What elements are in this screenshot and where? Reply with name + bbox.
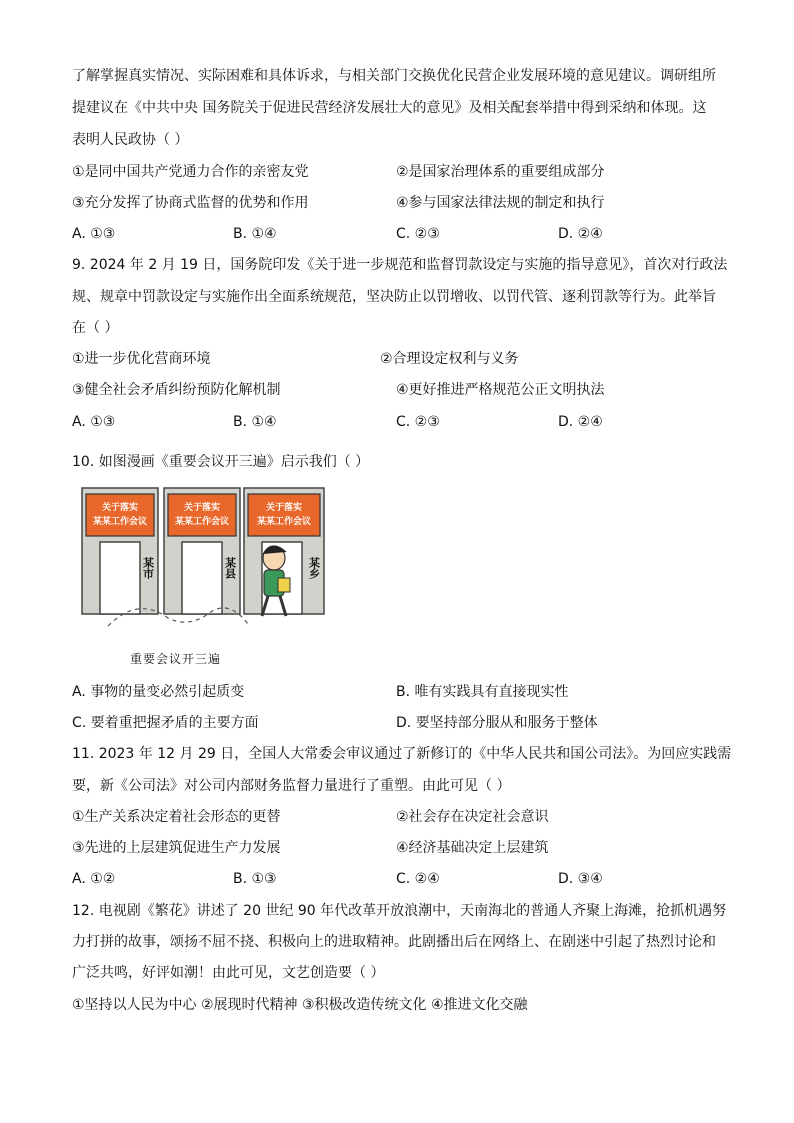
q11-choice-a: A. ①②	[72, 871, 116, 887]
door-label-township: 某乡	[307, 557, 321, 579]
q8-statement-2: ②是国家治理体系的重要组成部分	[396, 164, 605, 180]
q8-stem-line-3: 表明人民政协（ ）	[72, 132, 189, 148]
q12-stem-line-1: 12. 电视剧《繁花》讲述了 20 世纪 90 年代改革开放浪潮中，天南海北的普通人齐聚上海滩，抢抓机遇努	[72, 903, 727, 919]
q11-choice-c: C. ②④	[396, 871, 440, 887]
q9-choice-c: C. ②③	[396, 414, 440, 430]
q9-stem-line-1: 9. 2024 年 2 月 19 日，国务院印发《关于进一步规范和监督罚款设定与实施的指导意见》，首次对行政法	[72, 257, 728, 273]
q10-choice-a: A. 事物的量变必然引起质变	[72, 684, 245, 700]
q11-choice-b: B. ①③	[233, 871, 277, 887]
door-city	[82, 488, 158, 614]
q9-statement-4: ④更好推进严格规范公正文明执法	[396, 382, 605, 398]
banner-text-1: 关于落实	[183, 503, 221, 513]
q9-stem-line-3: 在（ ）	[72, 320, 119, 336]
q8-stem-line-1: 了解掌握真实情况、实际困难和具体诉求，与相关部门交换优化民营企业发展环境的意见建议。调研组所	[72, 68, 716, 84]
q11-statement-4: ④经济基础决定上层建筑	[396, 840, 549, 856]
q9-choice-a: A. ①③	[72, 414, 116, 430]
q9-choice-d: D. ②④	[558, 414, 603, 430]
cartoon-caption: 重要会议开三遍	[130, 652, 222, 666]
q11-statement-2: ②社会存在决定社会意识	[396, 809, 549, 825]
q12-stem-line-3: 广泛共鸣，好评如潮！由此可见，文艺创造要（ ）	[72, 965, 385, 981]
q8-choice-d: D. ②④	[558, 226, 603, 242]
meeting-cartoon	[78, 486, 340, 634]
q10-stem: 10. 如图漫画《重要会议开三遍》启示我们（ ）	[72, 454, 370, 470]
q11-choice-d: D. ③④	[558, 871, 603, 887]
q8-statement-3: ③充分发挥了协商式监督的优势和作用	[72, 195, 309, 211]
banner-text-2: 某某工作会议	[256, 517, 312, 527]
door-label-county: 某县	[223, 557, 237, 579]
q11-stem-line-2: 要，新《公司法》对公司内部财务监督力量进行了重塑。由此可见（ ）	[72, 778, 511, 794]
q9-statement-1: ①进一步优化营商环境	[72, 351, 211, 367]
q8-choice-b: B. ①④	[233, 226, 277, 242]
q11-statement-3: ③先进的上层建筑促进生产力发展	[72, 840, 281, 856]
door-label-city: 某市	[141, 557, 155, 579]
banner-text-1: 关于落实	[265, 503, 303, 513]
q9-statement-3: ③健全社会矛盾纠纷预防化解机制	[72, 382, 281, 398]
banner-text-2: 某某工作会议	[92, 517, 148, 527]
door-county	[164, 488, 240, 614]
q8-statement-1: ①是同中国共产党通力合作的亲密友党	[72, 164, 309, 180]
q12-stem-line-2: 力打拼的故事，颂扬不屈不挠、积极向上的进取精神。此剧播出后在网络上、在剧迷中引起了热烈讨论和	[72, 934, 716, 950]
q10-choice-b: B. 唯有实践具有直接现实性	[396, 684, 569, 700]
q9-choice-b: B. ①④	[233, 414, 277, 430]
q11-statement-1: ①生产关系决定着社会形态的更替	[72, 809, 281, 825]
q10-choice-c: C. 要着重把握矛盾的主要方面	[72, 715, 259, 731]
q8-choice-a: A. ①③	[72, 226, 116, 242]
q9-statement-2: ②合理设定权利与义务	[380, 351, 519, 367]
q12-statements: ①坚持以人民为中心 ②展现时代精神 ③积极改造传统文化 ④推进文化交融	[72, 997, 528, 1013]
banner-text-2: 某某工作会议	[174, 517, 230, 527]
banner-text-1: 关于落实	[101, 503, 139, 513]
q11-stem-line-1: 11. 2023 年 12 月 29 日，全国人大常委会审议通过了新修订的《中华人民共和国公司法》。为回应实践需	[72, 746, 732, 762]
q10-choice-d: D. 要坚持部分服从和服务于整体	[396, 715, 598, 731]
q8-stem-line-2: 提建议在《中共中央 国务院关于促进民营经济发展壮大的意见》及相关配套举措中得到采纳和体现。这	[72, 100, 707, 116]
q9-stem-line-2: 规、规章中罚款设定与实施作出全面系统规范，坚决防止以罚增收、以罚代管、逐利罚款等行为。此举旨	[72, 289, 716, 305]
q8-choice-c: C. ②③	[396, 226, 440, 242]
q8-statement-4: ④参与国家法律法规的制定和执行	[396, 195, 605, 211]
